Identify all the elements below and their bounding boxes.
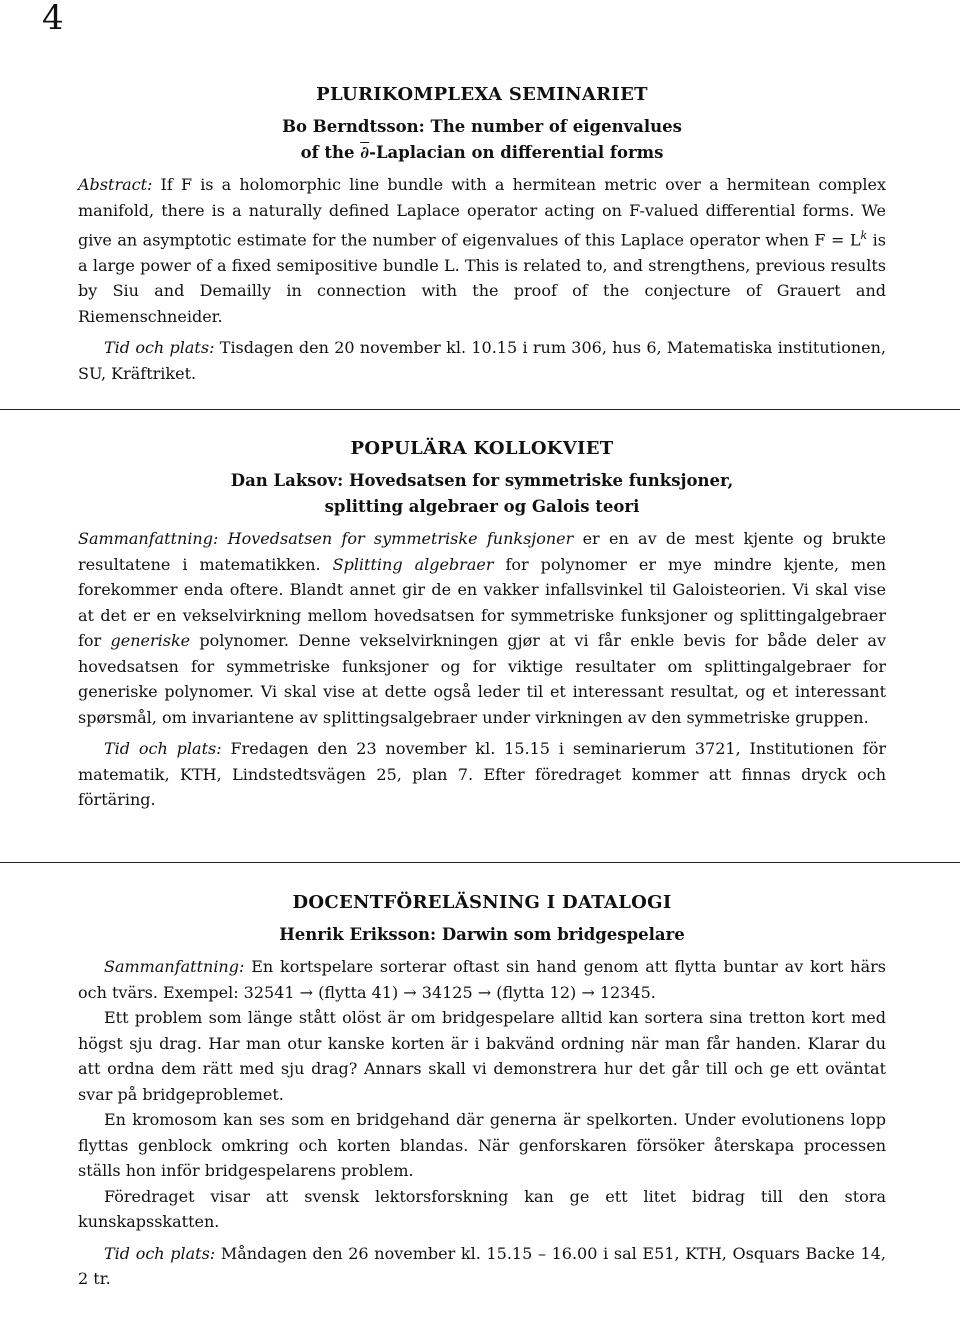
section-populara-kollokviet [78, 436, 886, 813]
body-paragraph: Ett problem som länge stått olöst är om bridgespelare alltid kan sortera sina tretton kort med högst sju drag. Har man otur kanske korten är i bakvänd ordning när man får handen. Klarar du att ordna dem rätt med sju drag? Annars skall vi demonstrera hur det går till och ge ett oväntat svar på bridgeproblemet. [78, 1008, 886, 1104]
summary-paragraph: Sammanfattning: En kortspelare sorterar oftast sin hand genom att flytta buntar av kort härs och tvärs. Exempel: 32541 → (flytta 41) → 34125 → (flytta 12) → 12345. [78, 957, 886, 1002]
summary-paragraph: Sammanfattning: Hovedsatsen for symmetriske funksjoner er en av de mest kjente og brukte resultatene i matematikken. Splitting algebraer for polynomer er mye mindre kjente, men forekommer enda oftere. Blandt annet gir de en vakker infallsvinkel til Galoisteorien. Vi skal vise at det er en vekselvirkning mellom hovedsatsen for symmetriske funksjoner og splittingalgebraer for generiske polynomer. Denne vekselvirkningen gjør at vi får enkle bevis for både deler av hovedsatsen for symmetriske funksjoner og for viktige resultater om splittingalgebraer for generiske polynomer. Vi skal vise at dette også leder til et interessant resultat, og et interessant spørsmål, om invariantene av splittingsalgebraer under virkningen av den symmetriske gruppen. [78, 529, 886, 727]
time-place-label: Tid och plats: [104, 739, 222, 758]
body-paragraph: Föredraget visar att svensk lektorsforskning kan ge ett litet bidrag till den stora kunskapsskatten. [78, 1186, 886, 1231]
abstract-label: Abstract: [78, 175, 153, 194]
time-place-label: Tid och plats: [104, 338, 215, 358]
summary-label: Sammanfattning: [78, 529, 219, 548]
summary-label: Sammanfattning: [104, 957, 245, 976]
section-plurikomplexa [78, 82, 886, 386]
talk-title-line1: Dan Laksov: Hovedsatsen for symmetriske funksjoner, [230, 471, 734, 490]
time-place-paragraph: Tid och plats: Fredagen den 23 november kl. 15.15 i seminarierum 3721, Institutionen för matematik, KTH, Lindstedtsvägen 25, plan 7. Efter föredraget kommer att finnas dryck och förtäring. [78, 739, 887, 809]
section-heading: PLURIKOMPLEXA SEMINARIET [316, 84, 648, 105]
page-number: 4 [42, 0, 64, 38]
abstract-paragraph: Abstract: If F is a holomorphic line bundle with a hermitean metric over a hermitean complex manifold, there is a naturally defined Laplace operator acting on F-valued differential forms. We give an asymptotic estimate for the number of eigenvalues of this Laplace operator when $F = L^k$ is a large power of a fixed semipositive bundle L. This is related to, and strengthens, previous results by Siu and Demailly in connection with the proof of the conjecture of Grauert and Riemenschneider. [78, 175, 886, 326]
body-paragraph: En kromosom kan ses som en bridgehand där generna är spelkorten. Under evolutionens lopp flyttas genblock omkring och korten blandas. När genforskaren försöker återskapa processen ställs hon inför bridgespelarens problem. [78, 1110, 886, 1180]
section-divider [0, 862, 960, 863]
time-place-label: Tid och plats: [104, 1243, 216, 1263]
section-heading: DOCENTFÖRELÄSNING I DATALOGI [292, 892, 672, 913]
talk-title: Henrik Eriksson: Darwin som bridgespelare [279, 925, 685, 944]
talk-title-line2: of the ∂-Laplacian on differential forms [300, 143, 664, 162]
time-place-paragraph: Tid och plats: Tisdagen den 20 november kl. 10.15 i rum 306, hus 6, Matematiska institutionen, SU, Kräftriket. [78, 338, 887, 383]
section-heading: POPULÄRA KOLLOKVIET [350, 438, 614, 459]
section-docentforelasning [78, 890, 886, 1292]
time-place-paragraph: Tid och plats: Måndagen den 26 november kl. 15.15 – 16.00 i sal E51, KTH, Osquars Backe 14, 2 tr. [78, 1243, 887, 1288]
dbar-symbol: ∂ [360, 143, 370, 162]
section-divider [0, 409, 960, 410]
talk-title-line1: Bo Berndtsson: The number of eigenvalues [282, 117, 682, 136]
talk-title-line2: splitting algebraer og Galois teori [324, 497, 640, 516]
